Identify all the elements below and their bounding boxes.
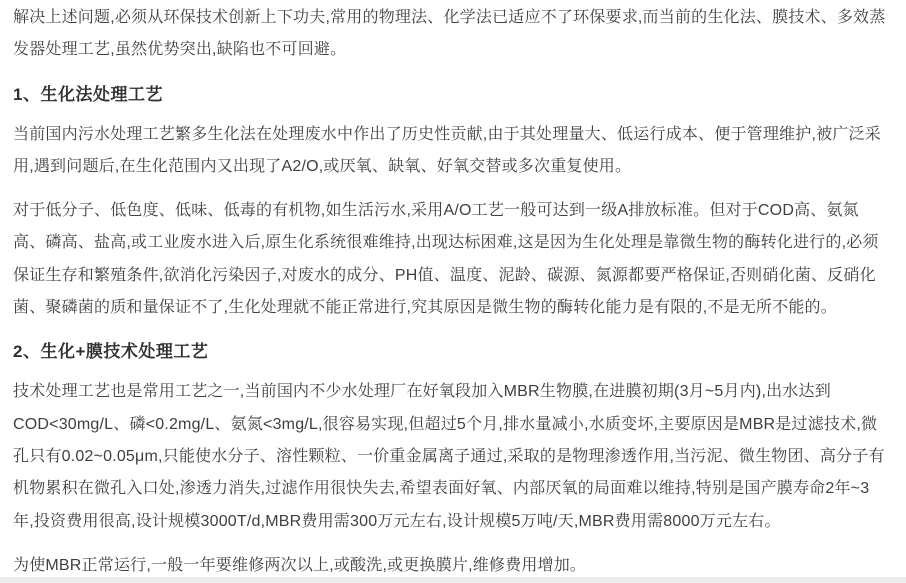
section-1-paragraph-1: 当前国内污水处理工艺繁多生化法在处理废水中作出了历史性贡献,由于其处理量大、低运行成本、便于管理维护,被广泛采用,遇到问题后,在生化范围内又出现了A2/O,或厌氧、缺氧、好氧交替或多次重复使用。 — [13, 125, 881, 175]
section-2-heading: 2、生化+膜技术处理工艺 — [13, 342, 209, 362]
section-1-heading: 1、生化法处理工艺 — [13, 84, 163, 104]
section-1-paragraph-2: 对于低分子、低色度、低味、低毒的有机物,如生活污水,采用A/O工艺一般可达到一级A排放标准。但对于COD高、氨氮高、磷高、盐高,或工业废水进入后,原生化系统很难维持,出现达标困难,这是因为生化处理是靠微生物的酶转化进行的,必须保证生存和繁殖条件,欲消化污染因子,对废水的成分、PH值、温度、泥龄、碳源、氮源都要严格保证,否则硝化菌、反硝化菌、聚磷菌的质和量保证不了,生化处理就不能正常进行,究其原因是微生物的酶转化能力是有限的,不是无所不能的。 — [13, 202, 879, 317]
bottom-edge-strip — [0, 577, 906, 583]
intro-paragraph: 解决上述问题,必须从环保技术创新上下功夫,常用的物理法、化学法已适应不了环保要求,而当前的生化法、膜技术、多效蒸发器处理工艺,虽然优势突出,缺陷也不可回避。 — [13, 9, 886, 59]
section-2-paragraph-2: 为使MBR正常运行,一般一年要维修两次以上,或酸洗,或更换膜片,维修费用增加。 — [13, 556, 587, 574]
section-2-paragraph-1: 技术处理工艺也是常用工艺之一,当前国内不少水处理厂在好氧段加入MBR生物膜,在进膜初期(3月~5月内),出水达到COD<30mg/L、磷<0.2mg/L、氨氮<3mg/L,很容易实现,但超过5个月,排水量减小,水质变坏,主要原因是MBR是过滤技术,微孔只有0.02~0.05μm,只能使水分子、溶性颗粒、一价重金属离子通过,采取的是物理渗透作用,当污泥、微生物团、高分子有机物累积在微孔入口处,渗透力消失,过滤作用很快失去,希望表面好氧、内部厌氧的局面难以维持,特别是国产膜寿命2年~3年,投资费用很高,设计规模3000T/d,MBR费用需300万元左右,设计规模5万吨/天,MBR费用需8000万元左右。 — [13, 383, 885, 530]
